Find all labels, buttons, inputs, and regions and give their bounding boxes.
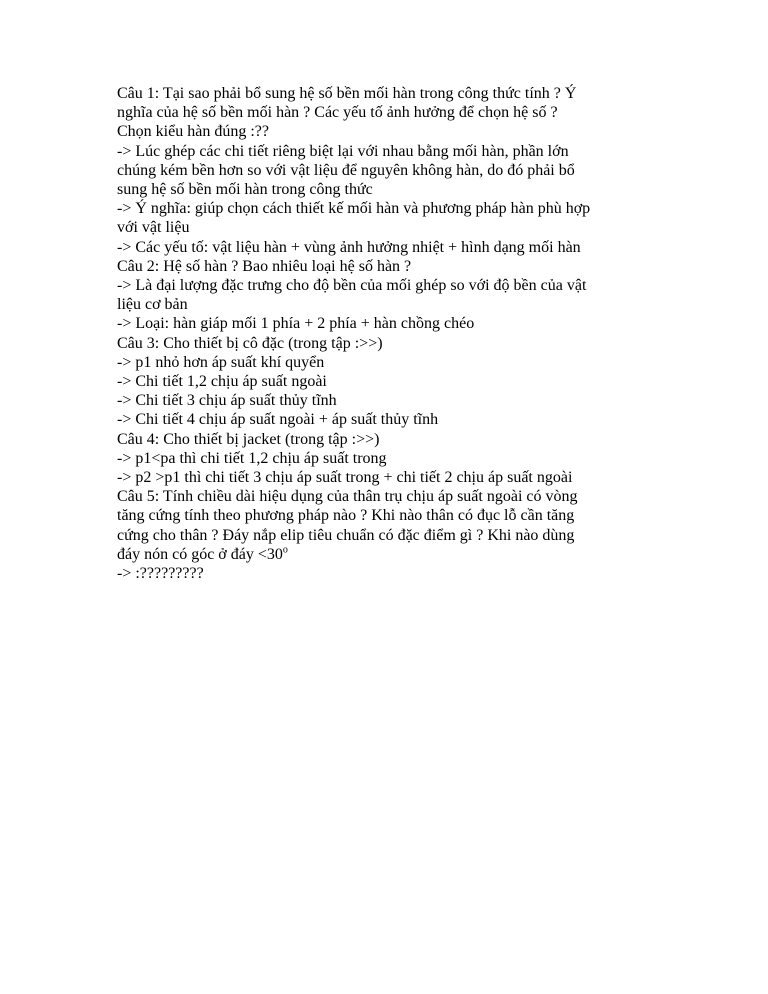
text-line: cứng cho thân ? Đáy nắp elip tiêu chuẩn có đặc điểm gì ? Khi nào dùng bbox=[117, 526, 575, 544]
text-line: Chọn kiểu hàn đúng :?? bbox=[117, 123, 269, 141]
text-line: -> p1<pa thì chi tiết 1,2 chịu áp suất trong bbox=[117, 449, 387, 467]
text-line: -> Loại: hàn giáp mối 1 phía + 2 phía + hàn chồng chéo bbox=[117, 315, 475, 333]
text-line: -> Các yếu tố: vật liệu hàn + vùng ảnh hưởng nhiệt + hình dạng mối hàn bbox=[117, 238, 581, 256]
text-line: -> Chi tiết 1,2 chịu áp suất ngoài bbox=[117, 373, 327, 391]
text-line: với vật liệu bbox=[117, 219, 190, 237]
text-line: sung hệ số bền mối hàn trong công thức bbox=[117, 181, 373, 199]
text-line: tăng cứng tính theo phương pháp nào ? Khi nào thân có đục lỗ cần tăng bbox=[117, 507, 575, 525]
text-line: -> p2 >p1 thì chi tiết 3 chịu áp suất trong + chi tiết 2 chịu áp suất ngoài bbox=[117, 469, 573, 487]
text-line: Câu 2: Hệ số hàn ? Bao nhiêu loại hệ số hàn ? bbox=[117, 257, 412, 275]
text-line: Câu 3: Cho thiết bị cô đặc (trong tập :>>) bbox=[117, 334, 383, 352]
text-line: chúng kém bền hơn so với vật liệu để nguyên không hàn, do đó phải bổ bbox=[117, 161, 575, 179]
text-line: nghĩa của hệ số bền mối hàn ? Các yếu tố ảnh hưởng để chọn hệ số ? bbox=[117, 104, 558, 122]
degree-mark: o bbox=[282, 544, 288, 556]
text-line: Câu 5: Tính chiều dài hiệu dụng của thân trụ chịu áp suất ngoài có vòng bbox=[117, 488, 578, 506]
answer-line: -> :????????? bbox=[117, 565, 204, 583]
text-line: -> Ý nghĩa: giúp chọn cách thiết kế mối hàn và phương pháp hàn phù hợp bbox=[117, 200, 591, 218]
text-line: -> Chi tiết 4 chịu áp suất ngoài + áp suất thủy tĩnh bbox=[117, 411, 439, 429]
text-line: Câu 4: Cho thiết bị jacket (trong tập :>>) bbox=[117, 430, 380, 448]
text-line: liệu cơ bản bbox=[117, 296, 188, 314]
text-line: -> Lúc ghép các chi tiết riêng biệt lại với nhau bằng mối hàn, phần lớn bbox=[117, 142, 569, 160]
text-line: -> p1 nhỏ hơn áp suất khí quyển bbox=[117, 353, 325, 371]
text-line: Câu 1: Tại sao phải bổ sung hệ số bền mối hàn trong công thức tính ? Ý bbox=[117, 85, 577, 102]
text-line: -> Là đại lượng đặc trưng cho độ bền của mối ghép so với độ bền của vật bbox=[117, 277, 587, 295]
document-text bbox=[117, 84, 657, 583]
text-line-with-degree bbox=[117, 545, 657, 564]
text-line: -> Chi tiết 3 chịu áp suất thủy tĩnh bbox=[117, 392, 337, 410]
last-question-text: đáy nón có góc ở đáy <30 bbox=[117, 545, 283, 563]
